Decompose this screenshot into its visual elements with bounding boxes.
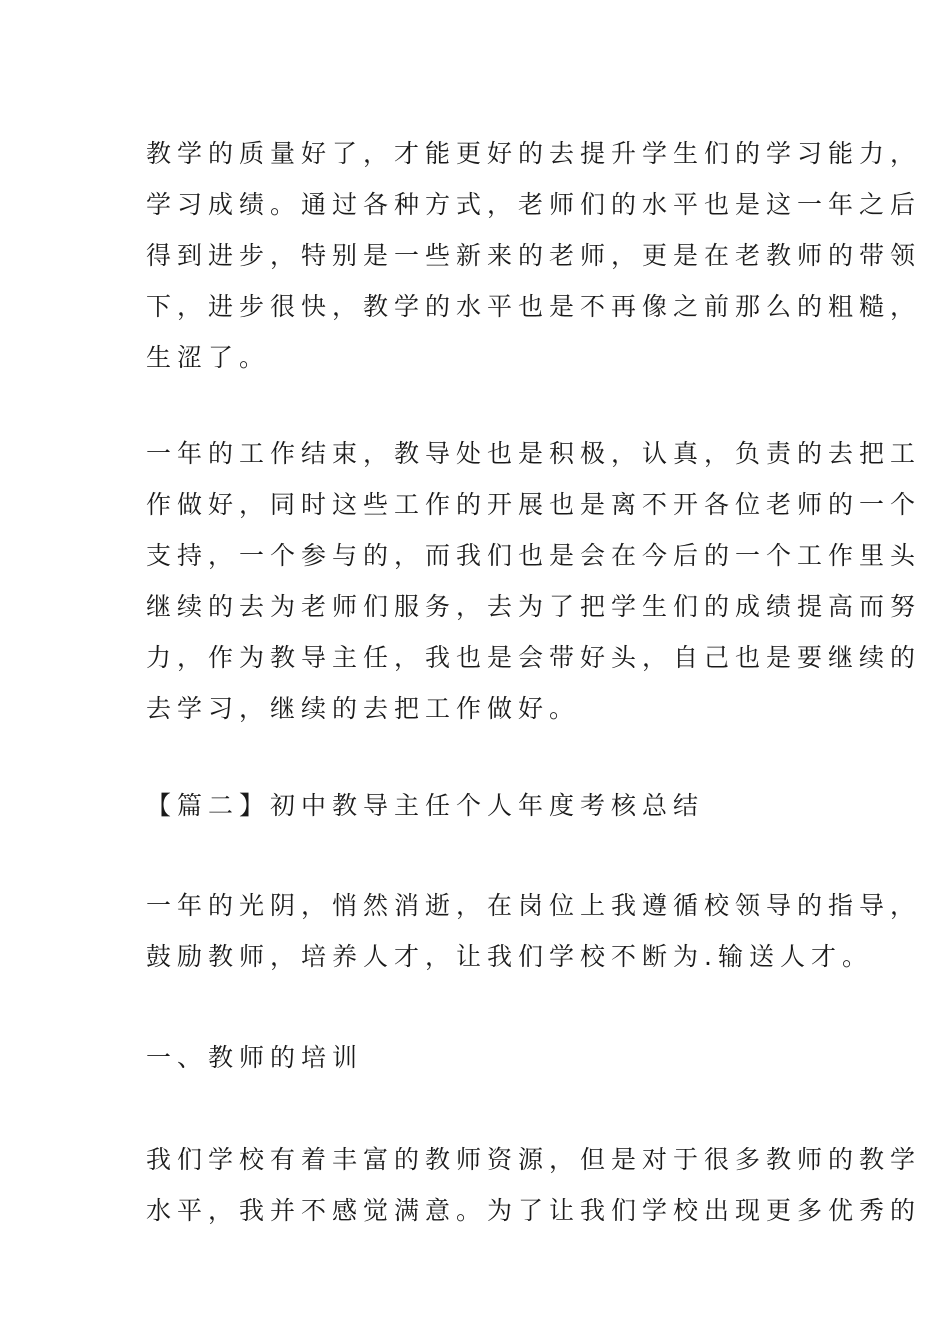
text-line: 学习成绩。通过各种方式，老师们的水平也是这一年之后	[146, 190, 922, 219]
text-line: 一年的工作结束，教导处也是积极，认真，负责的去把工	[146, 439, 922, 468]
text-line: 继续的去为老师们服务，去为了把学生们的成绩提高而努	[146, 592, 922, 621]
heading-text: 【篇二】初中教导主任个人年度考核总结	[146, 791, 705, 820]
text-line: 我们学校有着丰富的教师资源，但是对于很多教师的教学	[146, 1145, 922, 1174]
paragraph-teacher-resources	[146, 1134, 922, 1236]
heading-text: 一、教师的培训	[146, 1043, 364, 1072]
paragraph-teaching-quality	[146, 128, 922, 383]
text-line: 去学习，继续的去把工作做好。	[146, 694, 581, 723]
text-line: 水平，我并不感觉满意。为了让我们学校出现更多优秀的	[146, 1196, 922, 1225]
text-line: 支持，一个参与的，而我们也是会在今后的一个工作里头	[146, 541, 922, 570]
section-heading-part-two	[146, 780, 806, 831]
text-line: 下，进步很快，教学的水平也是不再像之前那么的粗糙，	[146, 292, 922, 321]
text-line: 生涩了。	[146, 343, 271, 372]
paragraph-year-end-work	[146, 428, 922, 734]
text-line: 鼓励教师，培养人才，让我们学校不断为.输送人才。	[146, 942, 873, 971]
subheading-teacher-training	[146, 1032, 806, 1083]
text-line: 力，作为教导主任，我也是会带好头，自己也是要继续的	[146, 643, 922, 672]
text-line: 得到进步，特别是一些新来的老师，更是在老教师的带领	[146, 241, 922, 270]
text-line: 一年的光阴，悄然消逝，在岗位上我遵循校领导的指导，	[146, 891, 922, 920]
paragraph-year-passed	[146, 880, 922, 982]
text-line: 作做好，同时这些工作的开展也是离不开各位老师的一个	[146, 490, 922, 519]
text-line: 教学的质量好了，才能更好的去提升学生们的学习能力，	[146, 139, 922, 168]
